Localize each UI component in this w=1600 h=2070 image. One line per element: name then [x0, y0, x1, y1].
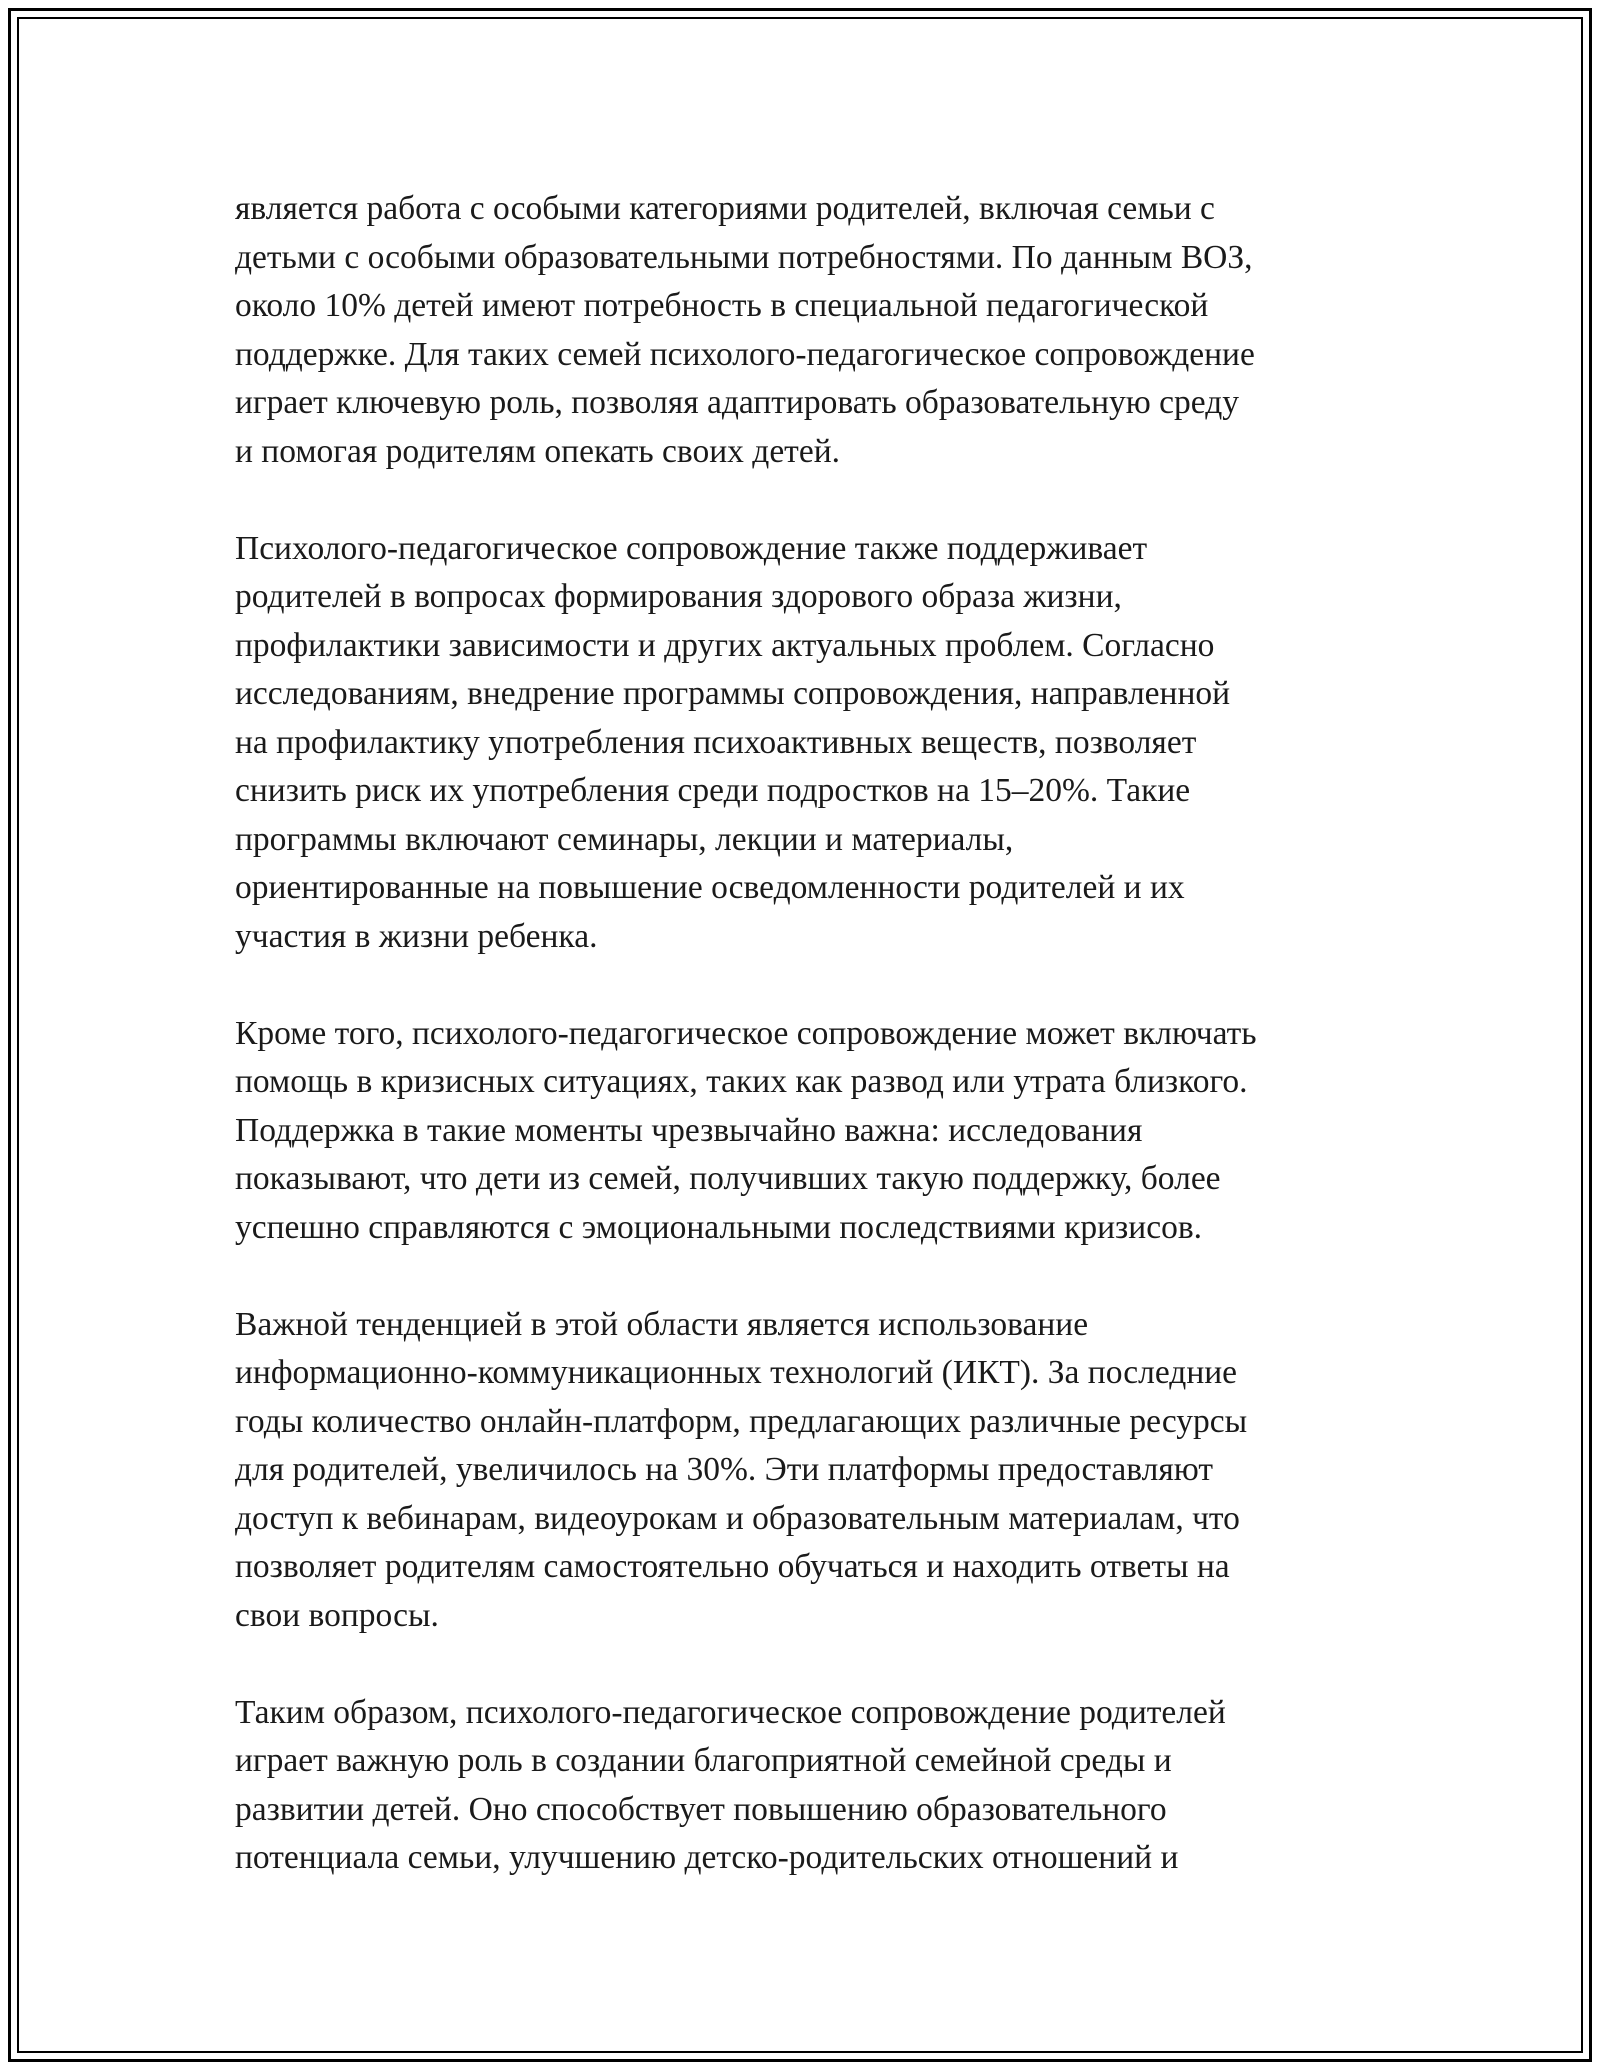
paragraph-crisis-support: Кроме того, психолого-педагогическое сопровождение может включать помощь в кризисных ситуациях, таких как развод или утрата близкого. Поддержка в такие моменты чрезвычайно важна: исследования показывают, что дети из семей, получивших такую поддержку, более успешно справляются с эмоциональными последствиями кризисов.	[235, 1014, 1257, 1246]
paragraph-ict-trend: Важной тенденцией в этой области является использование информационно-коммуникационных технологий (ИКТ). За последние годы количество онлайн-платформ, предлагающих различные ресурсы для родителей, увеличилось на 30%. Эти платформы предоставляют доступ к вебинарам, видеоурокам и образовательным материалам, что позволяет родителям самостоятельно обучаться и находить ответы на свои вопросы.	[235, 1305, 1248, 1634]
paragraph-healthy-lifestyle: Психолого-педагогическое сопровождение также поддерживает родителей в вопросах формирования здорового образа жизни, профилактики зависимости и других актуальных проблем. Согласно исследованиям, внедрение программы сопровождения, направленной на профилактику употребления психоактивных веществ, позволяет снизить риск их употребления среди подростков на 15–20%. Такие программы включают семинары, лекции и материалы, ориентированные на повышение осведомленности родителей и их участия в жизни ребенка.	[235, 529, 1231, 955]
document-body	[235, 185, 1385, 1883]
paragraph-conclusion: Таким образом, психолого-педагогическое сопровождение родителей играет важную роль в создании благоприятной семейной среды и развитии детей. Оно способствует повышению образовательного потенциала семьи, улучшению детско-родительских отношений и	[235, 1693, 1226, 1876]
paragraph-special-categories: является работа с особыми категориями родителей, включая семьи с детьми с особыми образовательными потребностями. По данным ВОЗ, около 10% детей имеют потребность в специальной педагогической поддержке. Для таких семей психолого-педагогическое сопровождение играет ключевую роль, позволяя адаптировать образовательную среду и помогая родителям опекать своих детей.	[235, 190, 1255, 470]
